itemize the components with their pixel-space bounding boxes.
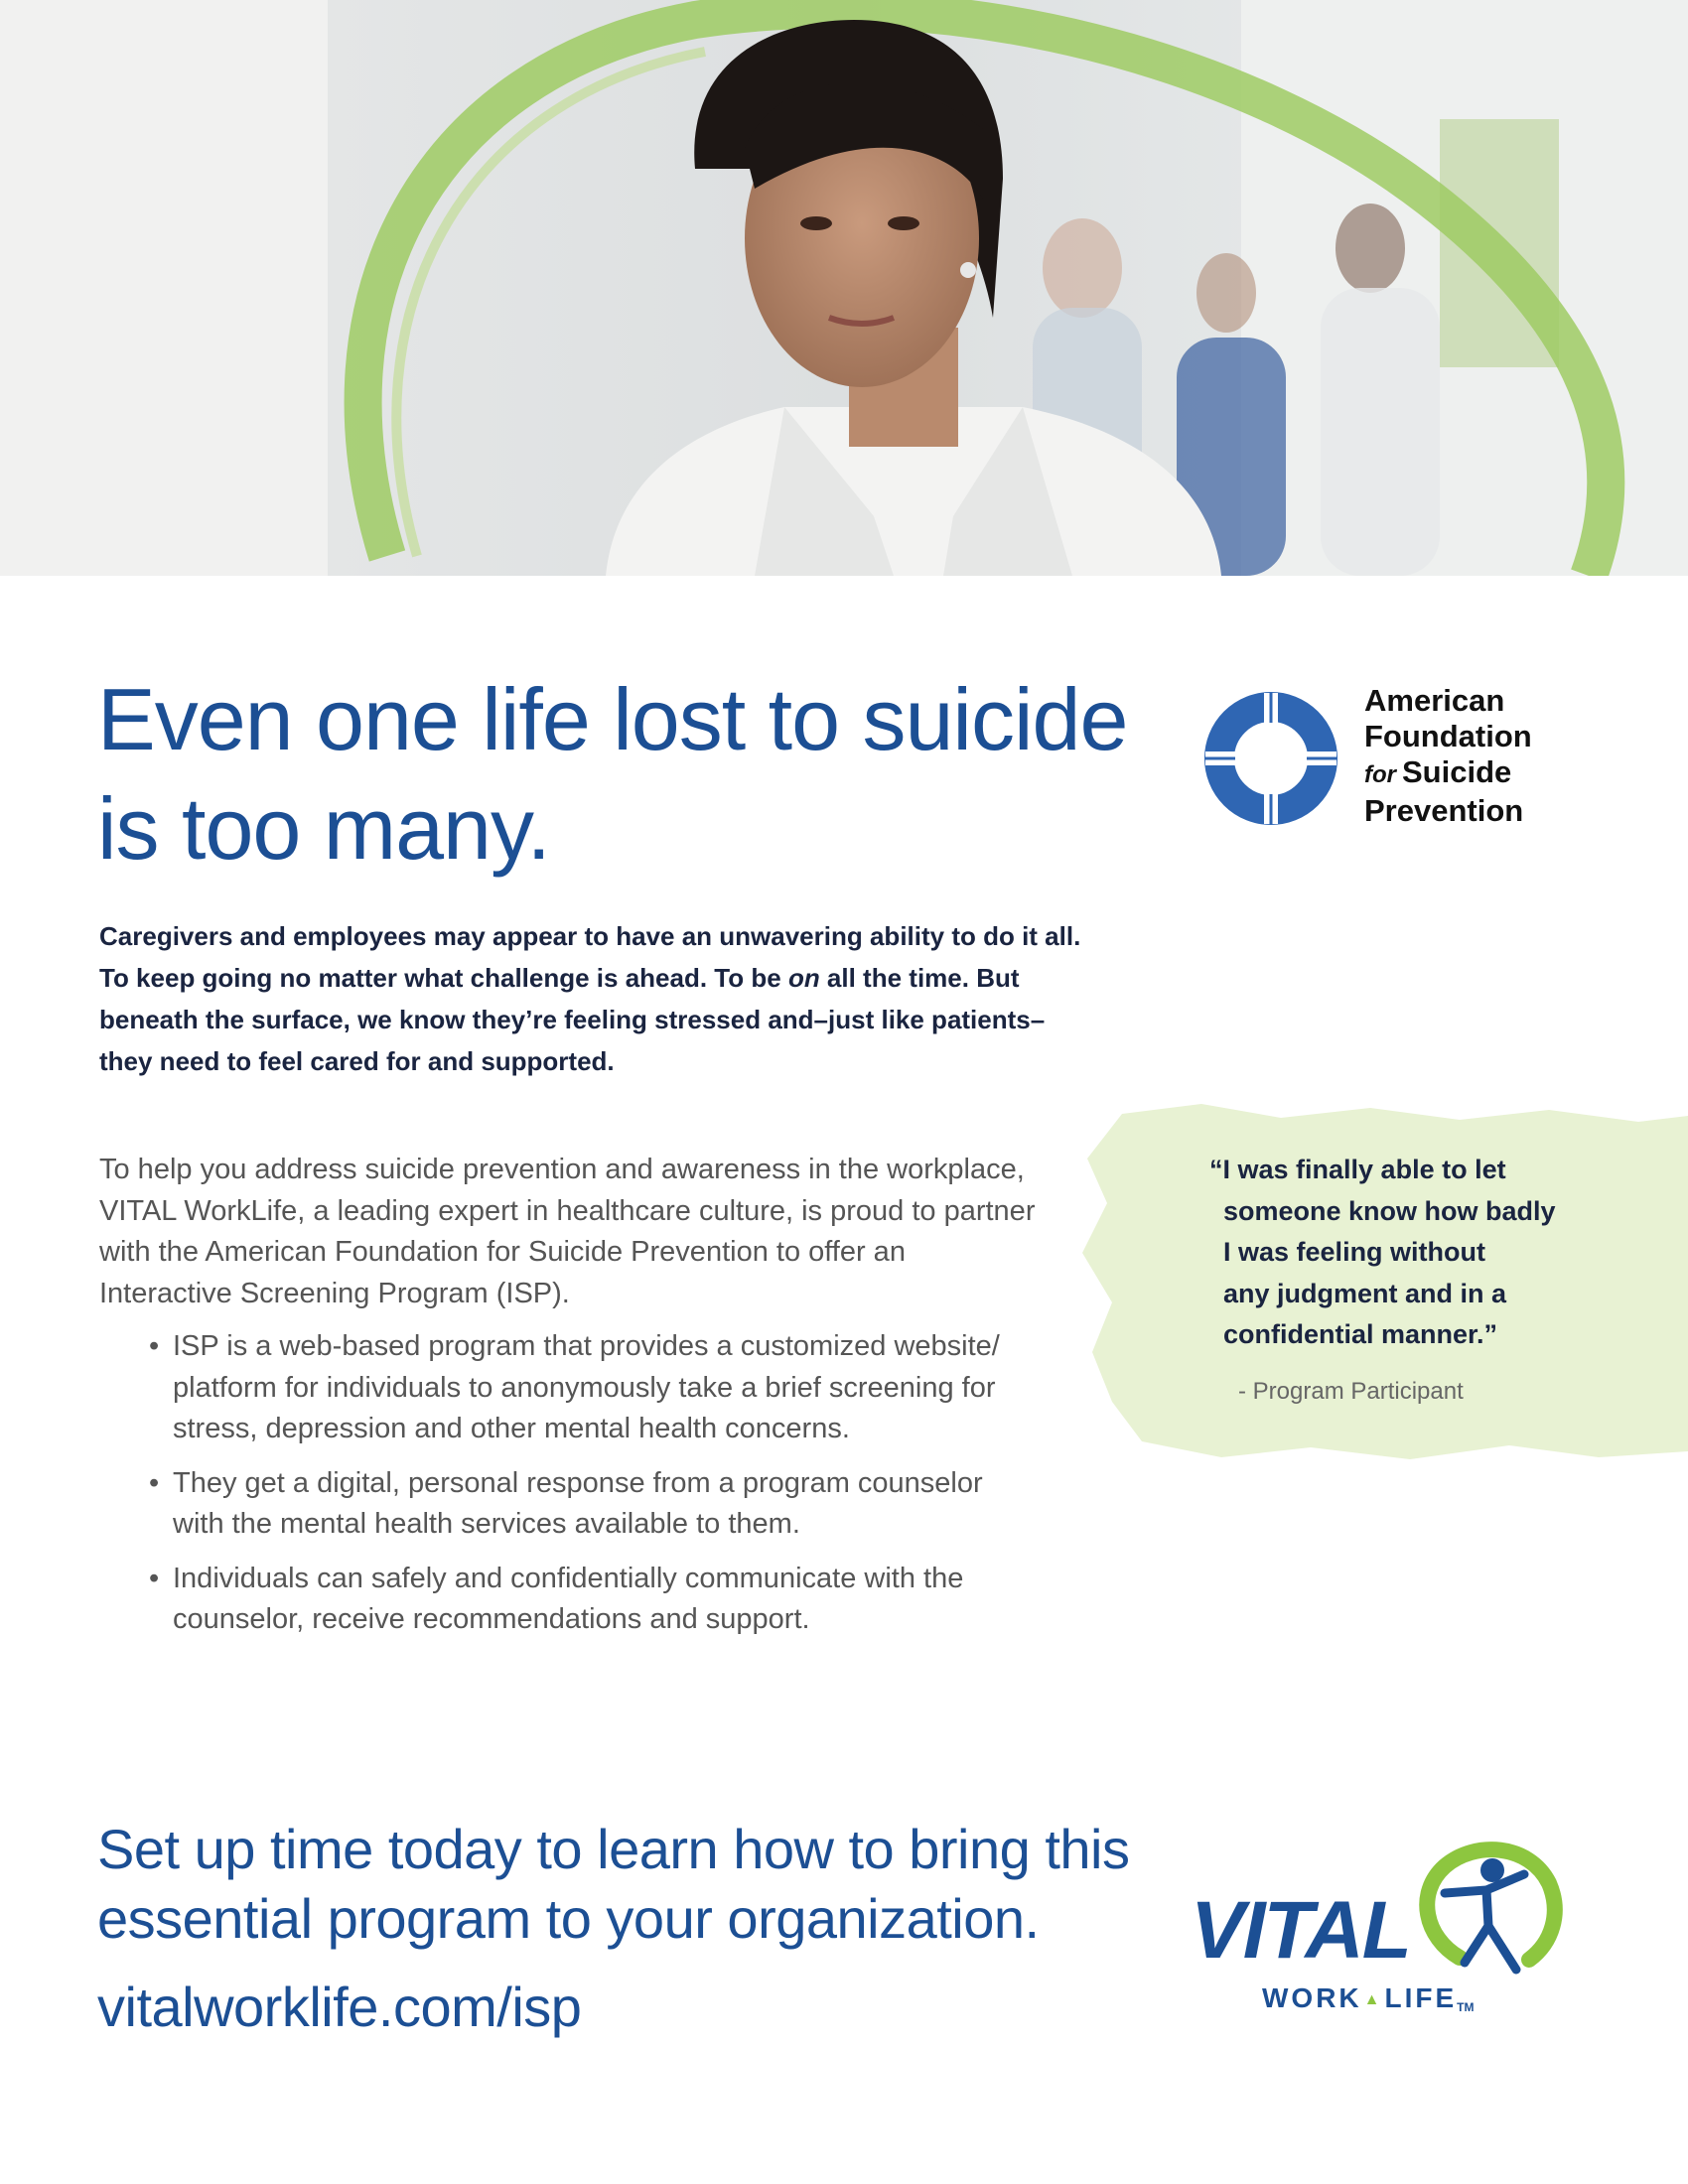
- triangle-icon: ▲: [1363, 1990, 1383, 2008]
- list-item: • ISP is a web-based program that provides a customized website/ platform for individuals to anonymously take a brief screening for stress, depression and other mental health concerns.: [149, 1326, 1072, 1450]
- cta-line: Set up time today to learn how to bring this: [97, 1818, 1130, 1880]
- life-preserver-icon: [1201, 689, 1340, 828]
- intro-line: beneath the surface, we know they’re feeling stressed and–just like patients–: [99, 1005, 1046, 1034]
- quote-line: any judgment and in a: [1223, 1278, 1507, 1308]
- hero-photo: [0, 0, 1688, 576]
- body-line: VITAL WorkLife, a leading expert in healthcare culture, is proud to partner: [99, 1194, 1036, 1227]
- headline-line: Even one life lost to suicide: [97, 670, 1128, 768]
- bullet-list: [149, 1326, 1072, 1654]
- body-line: To help you address suicide prevention and awareness in the workplace,: [99, 1154, 1025, 1185]
- quote-attribution: - Program Participant: [1238, 1378, 1464, 1405]
- vital-figure-icon: [1405, 1839, 1564, 1987]
- trademark: TM: [1457, 2000, 1475, 2014]
- body-line: Interactive Screening Program (ISP).: [99, 1277, 570, 1309]
- afsp-logo-text: [1364, 683, 1532, 829]
- quote-line: confidential manner.”: [1223, 1319, 1498, 1349]
- intro-emphasis: on: [787, 963, 820, 993]
- body-paragraph: [99, 1150, 1102, 1314]
- vital-logo-word: VITAL: [1191, 1885, 1410, 1976]
- intro-paragraph: [99, 915, 1092, 1082]
- headline: [97, 665, 1128, 884]
- quote-line: “I was finally able to let: [1209, 1155, 1506, 1184]
- intro-line: To keep going no matter what challenge is ahead. To be on all the time. But: [99, 963, 1020, 993]
- bullet-dot: •: [149, 1330, 160, 1362]
- cta-line: essential program to your organization.: [97, 1887, 1040, 1950]
- vital-worklife-logo: [1187, 1839, 1564, 2017]
- quote-line: someone know how badly: [1223, 1195, 1556, 1226]
- afsp-logo-for: for: [1364, 761, 1396, 788]
- website-link[interactable]: vitalworklife.com/isp: [97, 1976, 582, 2038]
- list-item: • They get a digital, personal response from a program counselor with the mental health services available to them.: [149, 1463, 1072, 1546]
- worklife-logo-word: WORK ▲LIFETM: [1262, 1982, 1475, 2014]
- call-to-action: [97, 1815, 1170, 1954]
- testimonial-quote: [1209, 1150, 1660, 1356]
- afsp-logo-line: Suicide: [1402, 754, 1512, 789]
- headline-line: is too many.: [97, 779, 550, 878]
- intro-line: Caregivers and employees may appear to have an unwavering ability to do it all.: [99, 921, 1081, 951]
- intro-line: they need to feel cared for and supported.: [99, 1046, 615, 1076]
- bullet-dot: •: [149, 1466, 160, 1499]
- bullet-dot: •: [149, 1562, 160, 1594]
- afsp-logo-line: Prevention: [1364, 793, 1524, 828]
- afsp-logo: [1201, 683, 1618, 842]
- afsp-logo-line: American: [1364, 683, 1505, 718]
- body-line: with the American Foundation for Suicide Prevention to offer an: [99, 1236, 906, 1268]
- quote-line: I was feeling without: [1223, 1237, 1486, 1267]
- afsp-logo-line: Foundation: [1364, 719, 1532, 753]
- list-item: • Individuals can safely and confidentially communicate with the counselor, receive recommendations and support.: [149, 1559, 1072, 1641]
